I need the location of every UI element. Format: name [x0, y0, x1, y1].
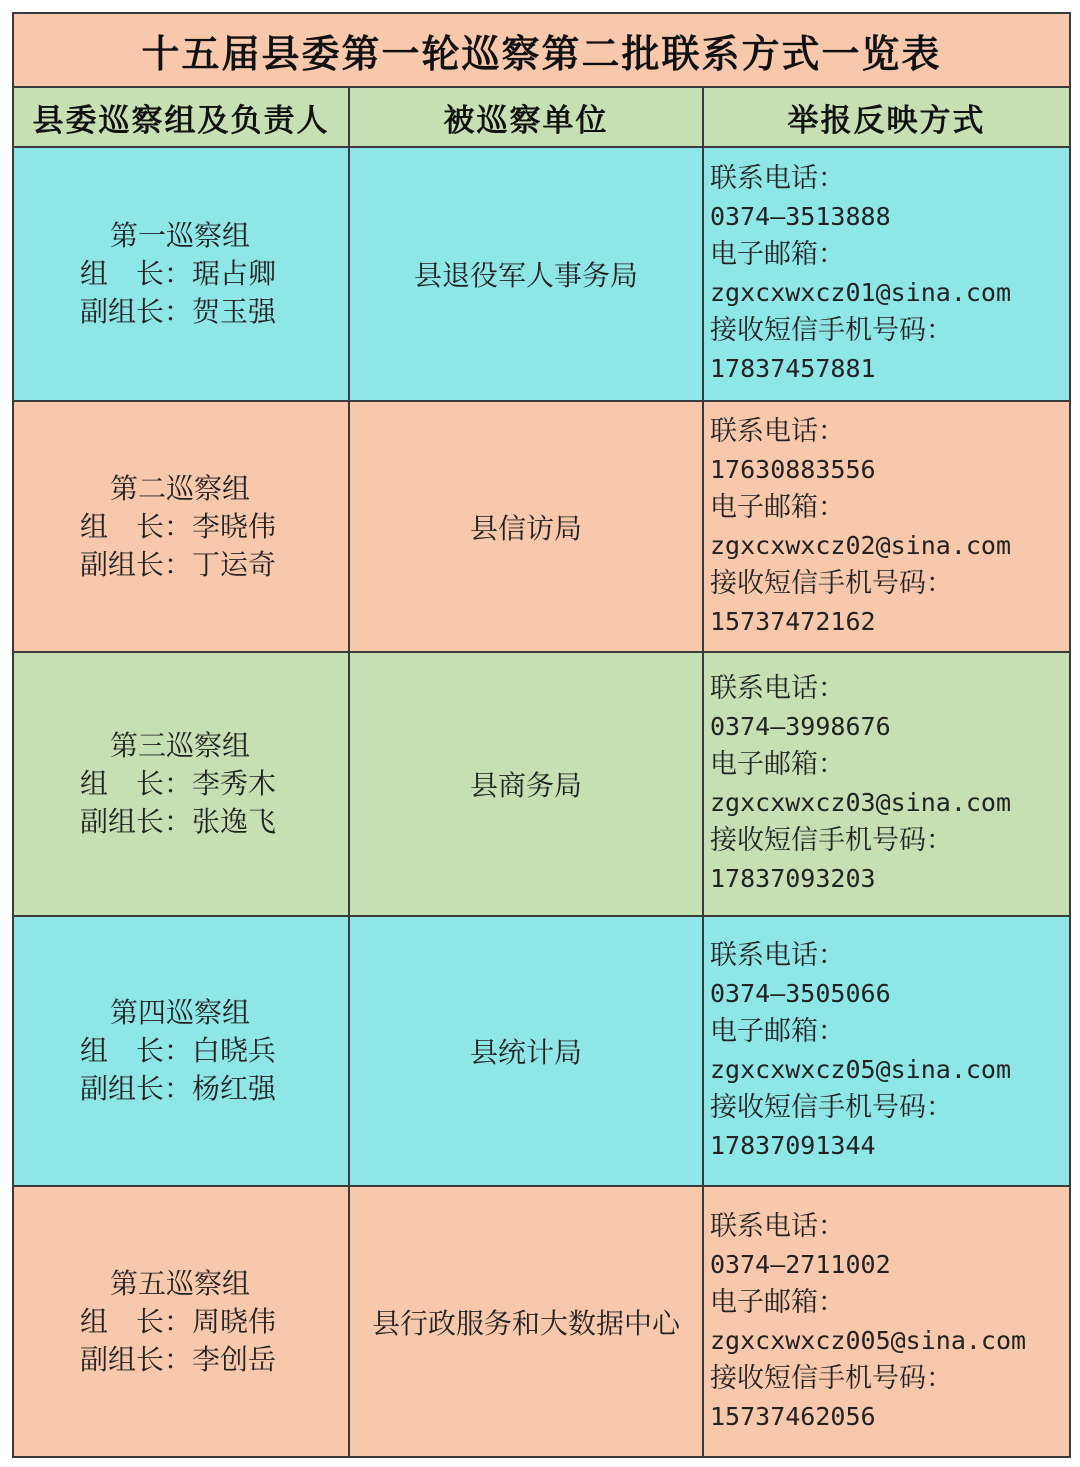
email-label: 电子邮箱：	[710, 1286, 845, 1318]
phone-value: 17630883556	[710, 454, 876, 484]
contact-table	[12, 12, 1071, 1458]
deputy-name: 贺玉强	[192, 295, 277, 328]
sms-value: 17837457881	[710, 354, 876, 383]
unit-cell: 县退役军人事务局	[349, 147, 703, 401]
email-label: 电子邮箱：	[710, 239, 845, 270]
group-cell	[13, 401, 349, 652]
group-name: 第五巡察组	[110, 1266, 251, 1300]
email-label: 电子邮箱：	[710, 491, 845, 523]
table-title: 十五届县委第一轮巡察第二批联系方式一览表	[13, 13, 1070, 87]
deputy-name: 李创岳	[192, 1342, 277, 1376]
table-row	[13, 147, 1070, 401]
sms-label: 接收短信手机号码：	[710, 315, 953, 346]
leader-label: 组 长：	[80, 767, 193, 800]
group-cell	[13, 916, 349, 1186]
contact-cell	[703, 652, 1070, 916]
deputy-label: 副组长：	[80, 295, 193, 328]
sms-label: 接收短信手机号码：	[710, 1092, 953, 1123]
table-row	[13, 1186, 1070, 1457]
leader-label: 组 长：	[80, 509, 193, 543]
leader-label: 组 长：	[80, 257, 193, 290]
group-name: 第二巡察组	[110, 471, 251, 505]
unit-cell: 县信访局	[349, 401, 703, 652]
phone-value: 0374—2711002	[710, 1249, 891, 1279]
sms-value: 15737462056	[710, 1401, 876, 1431]
sms-value: 17837093203	[710, 864, 876, 893]
leader-name: 李秀木	[192, 767, 277, 800]
phone-label: 联系电话：	[710, 940, 845, 971]
sms-value: 17837091344	[710, 1131, 876, 1160]
leader-name: 琚占卿	[192, 257, 277, 290]
leader-label: 组 长：	[80, 1034, 193, 1067]
email-value: zgxcxwxcz02@sina.com	[710, 530, 1012, 560]
contact-cell	[703, 916, 1070, 1186]
leader-label: 组 长：	[80, 1304, 193, 1338]
table-row	[13, 652, 1070, 916]
email-value: zgxcxwxcz03@sina.com	[710, 788, 1012, 817]
email-value: zgxcxwxcz05@sina.com	[710, 1055, 1012, 1084]
unit-cell: 县统计局	[349, 916, 703, 1186]
unit-cell: 县行政服务和大数据中心	[349, 1186, 703, 1457]
header-contact: 举报反映方式	[703, 87, 1070, 147]
phone-label: 联系电话：	[710, 1210, 845, 1242]
sms-label: 接收短信手机号码：	[710, 1362, 953, 1394]
phone-value: 0374—3505066	[710, 979, 891, 1008]
header-row	[13, 87, 1070, 147]
deputy-label: 副组长：	[80, 1072, 193, 1105]
deputy-name: 丁运奇	[192, 547, 277, 581]
contact-table-page	[12, 12, 1069, 1458]
sms-value: 15737472162	[710, 606, 876, 636]
sms-label: 接收短信手机号码：	[710, 825, 953, 856]
group-name: 第一巡察组	[110, 219, 251, 252]
phone-value: 0374—3513888	[710, 202, 891, 231]
header-unit: 被巡察单位	[349, 87, 703, 147]
deputy-name: 杨红强	[192, 1072, 277, 1105]
leader-name: 李晓伟	[192, 509, 277, 543]
sms-label: 接收短信手机号码：	[710, 567, 953, 599]
deputy-name: 张逸飞	[192, 805, 277, 838]
deputy-label: 副组长：	[80, 805, 193, 838]
email-label: 电子邮箱：	[710, 749, 845, 780]
phone-label: 联系电话：	[710, 673, 845, 704]
group-name: 第四巡察组	[110, 996, 251, 1029]
group-name: 第三巡察组	[110, 729, 251, 762]
group-cell	[13, 147, 349, 401]
contact-cell	[703, 401, 1070, 652]
phone-label: 联系电话：	[710, 415, 845, 447]
phone-value: 0374—3998676	[710, 712, 891, 741]
contact-cell	[703, 147, 1070, 401]
email-label: 电子邮箱：	[710, 1016, 845, 1047]
deputy-label: 副组长：	[80, 547, 193, 581]
phone-label: 联系电话：	[710, 163, 845, 194]
table-row	[13, 401, 1070, 652]
leader-name: 白晓兵	[192, 1034, 277, 1067]
header-group: 县委巡察组及负责人	[13, 87, 349, 147]
group-cell	[13, 1186, 349, 1457]
unit-cell: 县商务局	[349, 652, 703, 916]
email-value: zgxcxwxcz005@sina.com	[710, 1325, 1027, 1355]
table-row	[13, 916, 1070, 1186]
group-cell	[13, 652, 349, 916]
email-value: zgxcxwxcz01@sina.com	[710, 278, 1012, 307]
contact-cell	[703, 1186, 1070, 1457]
deputy-label: 副组长：	[80, 1342, 193, 1376]
leader-name: 周晓伟	[192, 1304, 277, 1338]
